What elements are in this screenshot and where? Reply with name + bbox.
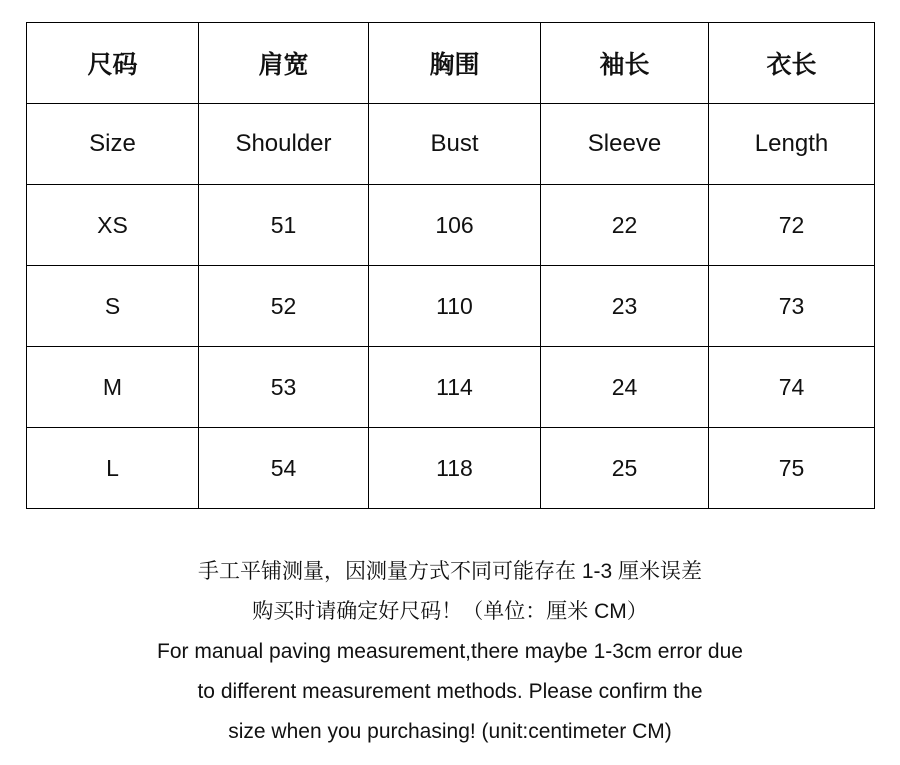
column-header-bust-cn: 胸围 (369, 23, 541, 104)
cell-bust: 114 (369, 347, 541, 428)
column-header-bust-en: Bust (369, 104, 541, 185)
cell-length: 72 (709, 185, 875, 266)
cell-length: 75 (709, 428, 875, 509)
table-row (27, 347, 875, 428)
cell-bust: 106 (369, 185, 541, 266)
cell-sleeve: 23 (541, 266, 709, 347)
column-header-shoulder-cn: 肩宽 (199, 23, 369, 104)
column-header-shoulder-en: Shoulder (199, 104, 369, 185)
cell-size: M (27, 347, 199, 428)
table-header-row-cn (27, 23, 875, 104)
cell-length: 74 (709, 347, 875, 428)
column-header-sleeve-en: Sleeve (541, 104, 709, 185)
note-line-en-3: size when you purchasing! (unit:centimeter CM) (228, 720, 672, 743)
cell-shoulder: 53 (199, 347, 369, 428)
cell-size: XS (27, 185, 199, 266)
cell-size: L (27, 428, 199, 509)
table-row (27, 428, 875, 509)
cell-size: S (27, 266, 199, 347)
size-table (26, 22, 875, 509)
column-header-length-en: Length (709, 104, 875, 185)
note-line-en-2: to different measurement methods. Please confirm the (197, 680, 703, 703)
table-row (27, 266, 875, 347)
size-table-container (26, 22, 874, 509)
measurement-notes (0, 552, 900, 752)
note-line-en-1: For manual paving measurement,there maybe 1-3cm error due (157, 640, 743, 663)
cell-shoulder: 52 (199, 266, 369, 347)
cell-shoulder: 54 (199, 428, 369, 509)
cell-sleeve: 24 (541, 347, 709, 428)
cell-bust: 110 (369, 266, 541, 347)
column-header-sleeve-cn: 袖长 (541, 23, 709, 104)
column-header-size-en: Size (27, 104, 199, 185)
cell-bust: 118 (369, 428, 541, 509)
cell-shoulder: 51 (199, 185, 369, 266)
cell-sleeve: 25 (541, 428, 709, 509)
cell-sleeve: 22 (541, 185, 709, 266)
note-line-cn-2: 购买时请确定好尺码！（单位：厘米 CM） (252, 600, 648, 623)
note-line-cn-1: 手工平铺测量，因测量方式不同可能存在 1-3 厘米误差 (197, 560, 703, 583)
cell-length: 73 (709, 266, 875, 347)
table-header-row-en (27, 104, 875, 185)
column-header-size-cn: 尺码 (27, 23, 199, 104)
column-header-length-cn: 衣长 (709, 23, 875, 104)
table-row (27, 185, 875, 266)
